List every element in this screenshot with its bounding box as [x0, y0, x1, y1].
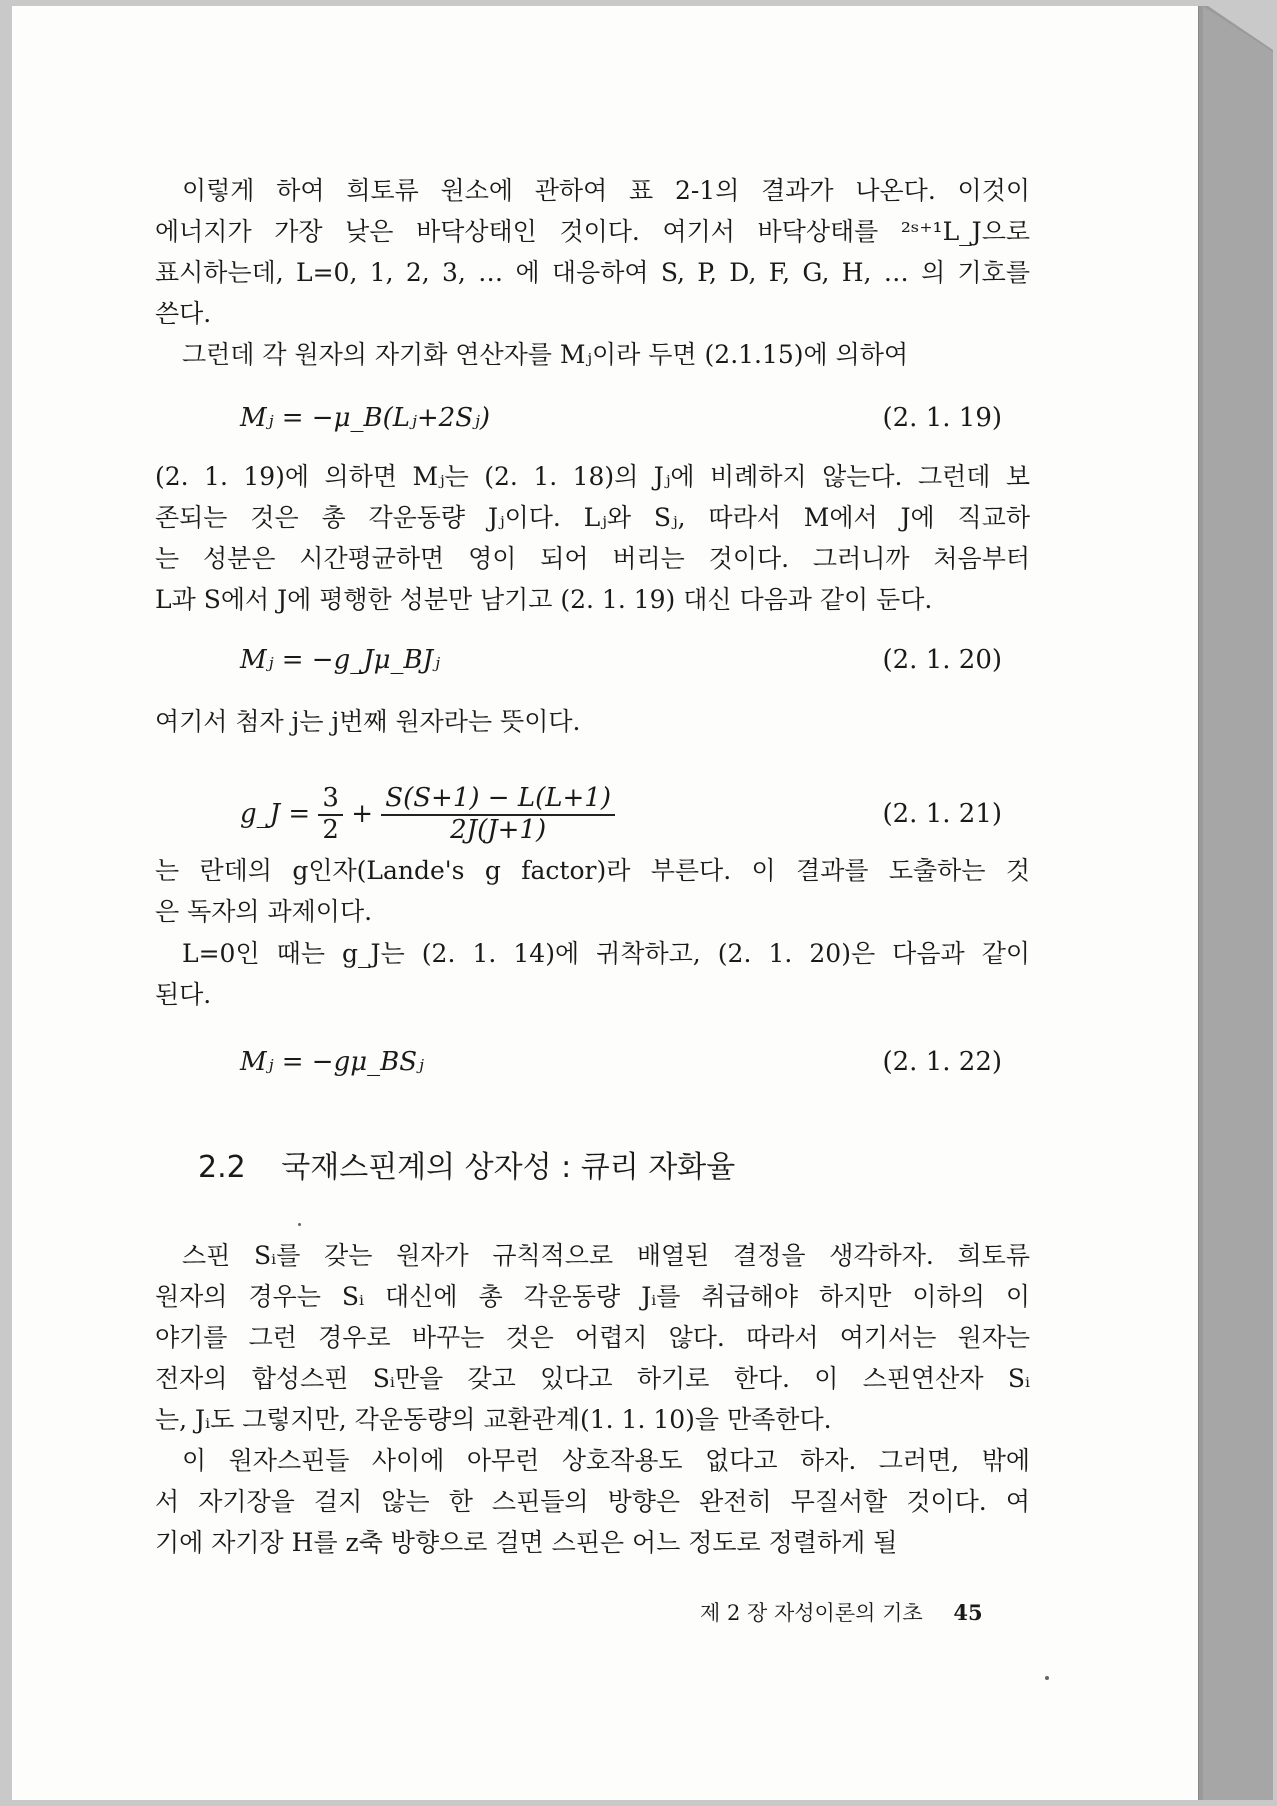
section-heading: [198, 1142, 735, 1186]
text-line: L과 S에서 J에 평행한 성분만 남기고 (2. 1. 19) 대신 다음과 같이 둔다.: [155, 585, 933, 614]
equation-number: (2. 1. 21): [882, 799, 1002, 829]
text-line: 표시하는데, L=0, 1, 2, 3, … 에 대응하여 S, P, D, F, G, H, … 의 기호를: [155, 258, 1030, 287]
section-title: 국재스핀계의 상자성 : 큐리 자화율: [281, 1150, 736, 1185]
paragraph-magnetization-operator: [155, 334, 1030, 375]
text-line: 에너지가 가장 낮은 바닥상태인 것이다. 여기서 바닥상태를 ²ˢ⁺¹L_J으로: [155, 217, 1030, 246]
equation-number: (2. 1. 22): [882, 1047, 1002, 1077]
section-number: 2.2: [198, 1150, 246, 1185]
paragraph-ground-state: [155, 170, 1030, 334]
paragraph-no-interaction: [155, 1440, 1030, 1563]
equation-body: Mⱼ = −g_Jμ_BJⱼ: [240, 645, 440, 675]
text-line: L=0인 때는 g_J는 (2. 1. 14)에 귀착하고, (2. 1. 20)은 다음과 같이: [182, 939, 1030, 968]
fraction-three-halves: [318, 784, 343, 846]
scan-speck: [298, 1223, 301, 1226]
page-footer: [700, 1597, 983, 1627]
text-line: 스핀 Sᵢ를 갖는 원자가 규칙적으로 배열된 결정을 생각하자. 희토류: [182, 1241, 1030, 1270]
text-line: 이렇게 하여 희토류 원소에 관하여 표 2-1의 결과가 나온다. 이것이: [182, 176, 1030, 205]
equation-number: (2. 1. 19): [882, 403, 1002, 433]
chapter-title: 제 2 장 자성이론의 기초: [700, 1601, 923, 1625]
paragraph-localized-spins: [155, 1235, 1030, 1440]
scan-speck: [1045, 1676, 1049, 1680]
fraction-spin-orbit: [381, 784, 615, 846]
text-line: 전자의 합성스핀 Sᵢ만을 갖고 있다고 하기로 한다. 이 스핀연산자 Sᵢ: [155, 1364, 1030, 1393]
text-line: 서 자기장을 걸지 않는 한 스핀들의 방향은 완전히 무질서할 것이다. 여: [155, 1487, 1030, 1516]
text-line: 여기서 첨자 j는 j번째 원자라는 뜻이다.: [155, 707, 581, 736]
plus-sign: +: [351, 799, 373, 829]
text-line: 은 독자의 과제이다.: [155, 897, 373, 926]
equation-number: (2. 1. 20): [882, 645, 1002, 675]
text-line: 그런데 각 원자의 자기화 연산자를 Mⱼ이라 두면 (2.1.15)에 의하여: [182, 340, 909, 369]
equation-lhs: g_J =: [240, 799, 319, 829]
fraction-denominator: 2: [322, 815, 339, 845]
text-line: 원자의 경우는 Sᵢ 대신에 총 각운동량 Jᵢ를 취급해야 하지만 이하의 이: [155, 1282, 1030, 1311]
equation-2-1-20: [12, 640, 1198, 680]
page-number: 45: [953, 1600, 983, 1625]
document-page: [12, 6, 1198, 1800]
equation-body: Mⱼ = −μ_B(Lⱼ+2Sⱼ): [240, 403, 491, 433]
text-line: 는 란데의 g인자(Lande's g factor)라 부른다. 이 결과를 도출하는 것: [155, 856, 1030, 885]
equation-body: [240, 774, 615, 854]
text-line: 된다.: [155, 980, 212, 1009]
text-line: 는 성분은 시간평균하면 영이 되어 버리는 것이다. 그러니까 처음부터: [155, 544, 1030, 573]
fraction-numerator: 3: [318, 784, 343, 816]
paragraph-lande-factor: [155, 850, 1030, 932]
book-spine-shade: [1203, 6, 1273, 1800]
paragraph-l-zero-case: [155, 933, 1030, 1015]
equation-2-1-21: [12, 774, 1198, 854]
text-line: (2. 1. 19)에 의하면 Mⱼ는 (2. 1. 18)의 Jⱼ에 비례하지 않는다. 그런데 보: [155, 462, 1030, 491]
text-line: 기에 자기장 H를 z축 방향으로 걸면 스핀은 어느 정도로 정렬하게 될: [155, 1528, 898, 1557]
equation-body: Mⱼ = −gμ_BSⱼ: [240, 1047, 424, 1077]
equation-2-1-22: [12, 1042, 1198, 1082]
equation-2-1-19: [12, 398, 1198, 438]
text-line: 쓴다.: [155, 299, 212, 328]
fraction-numerator: S(S+1) − L(L+1): [381, 784, 615, 816]
text-line: 존되는 것은 총 각운동량 Jⱼ이다. Lⱼ와 Sⱼ, 따라서 M에서 J에 직교하: [155, 503, 1030, 532]
paragraph-conserved-momentum: [155, 456, 1030, 620]
fraction-denominator: 2J(J+1): [450, 815, 547, 845]
paragraph-subscript-meaning: [155, 701, 1030, 742]
text-line: 는, Jᵢ도 그렇지만, 각운동량의 교환관계(1. 1. 10)을 만족한다.: [155, 1405, 832, 1434]
text-line: 야기를 그런 경우로 바꾸는 것은 어렵지 않다. 따라서 여기서는 원자는: [155, 1323, 1030, 1352]
text-line: 이 원자스핀들 사이에 아무런 상호작용도 없다고 하자. 그러면, 밖에: [182, 1446, 1030, 1475]
